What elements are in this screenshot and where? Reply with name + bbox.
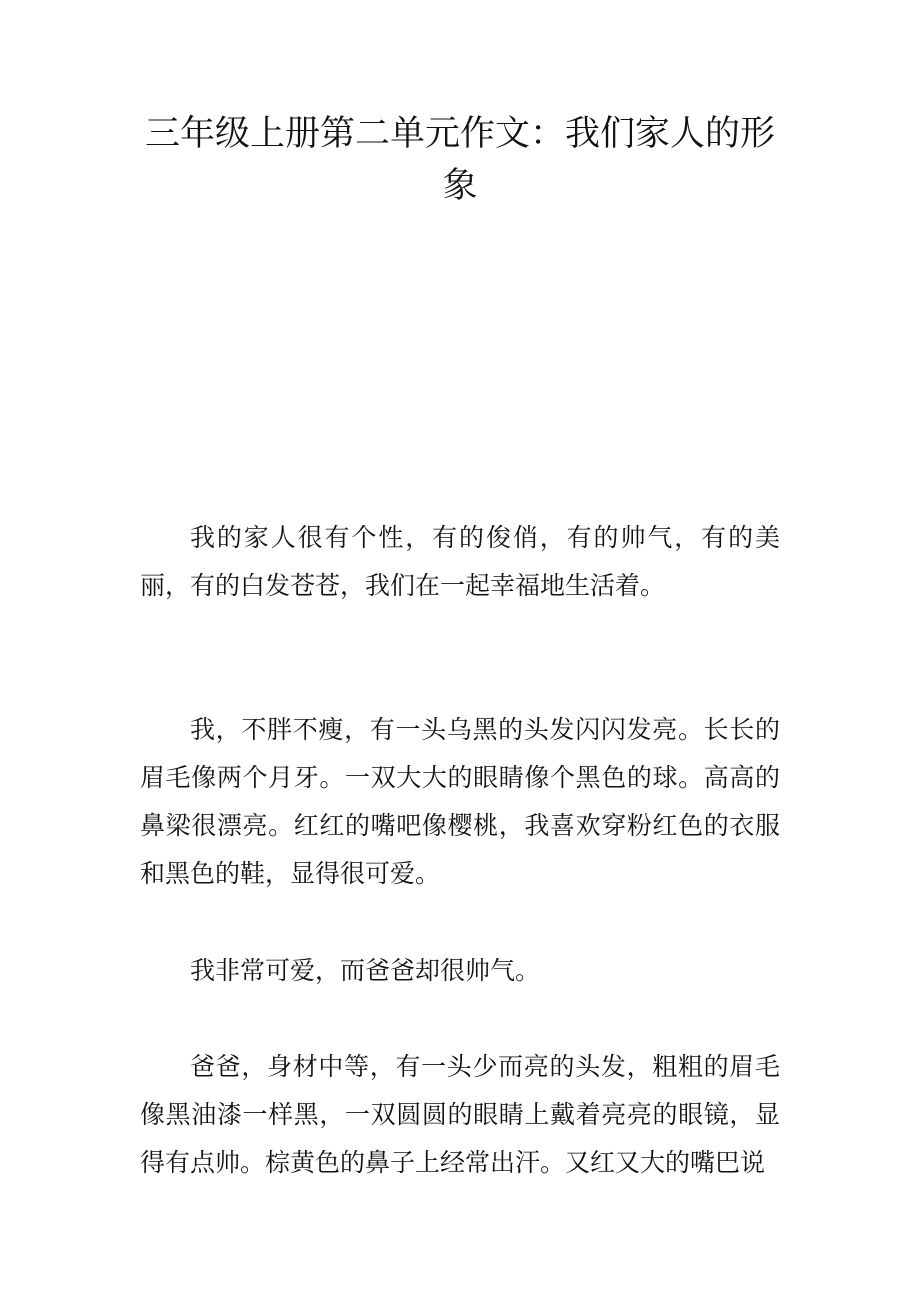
paragraph-transition: 我非常可爱，而爸爸却很帅气。 [190,956,541,985]
document-title: 三年级上册第二单元作文：我们家人的形象 [144,114,775,206]
paragraph-self-description: 我，不胖不瘦，有一头乌黑的头发闪闪发亮。长长的眉毛像两个月牙。一双大大的眼睛像个黑色的球。高高的鼻梁很漂亮。红红的嘴吧像樱桃，我喜欢穿粉红色的衣服和黑色的鞋，显得很可爱。 [140,715,780,888]
paragraph-family-intro: 我的家人很有个性，有的俊俏，有的帅气，有的美丽，有的白发苍苍，我们在一起幸福地生活着。 [140,523,780,600]
paragraph-father-description: 爸爸，身材中等，有一头少而亮的头发，粗粗的眉毛像黑油漆一样黑，一双圆圆的眼睛上戴着亮亮的眼镜，显得有点帅。棕黄色的鼻子上经常出汗。又红又大的嘴巴说 [140,1052,780,1177]
